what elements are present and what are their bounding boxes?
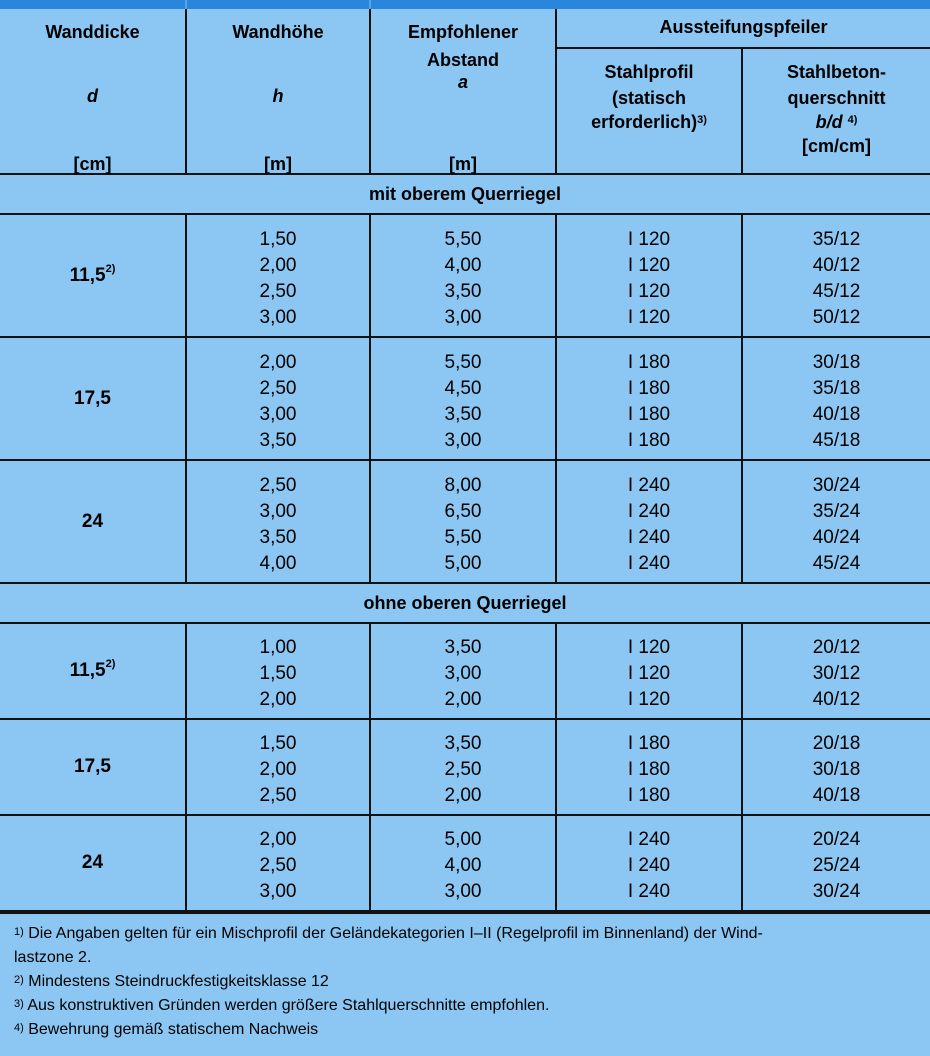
header-stahlbeton-line1: Stahlbeton- xyxy=(787,62,886,82)
cell-wanddicke: 24 xyxy=(0,815,186,911)
table-row xyxy=(0,719,930,815)
cell-bd xyxy=(742,815,930,911)
footnote-ref-3: 3) xyxy=(697,114,707,126)
value-a: 5,50 xyxy=(444,228,482,250)
cell-h xyxy=(186,214,370,337)
value-bd: 20/12 xyxy=(812,637,861,658)
cell-h xyxy=(186,623,370,719)
value-a: 4,00 xyxy=(444,254,482,276)
cell-a xyxy=(370,623,556,719)
value-h: 2,50 xyxy=(259,377,297,399)
value-h: 3,00 xyxy=(259,306,297,328)
value-profil: I 120 xyxy=(627,254,671,276)
cell-a xyxy=(370,214,556,337)
header-wanddicke xyxy=(0,9,186,174)
footnote-mark: 4) xyxy=(14,1022,24,1034)
cell-wanddicke: 11,5$^{2)}$ xyxy=(0,214,186,337)
value-a: 3,00 xyxy=(444,881,482,902)
value-bd: 45/12 xyxy=(812,280,861,302)
value-profil: I 120 xyxy=(627,280,671,302)
section-label: mit oberem Querriegel xyxy=(0,174,930,214)
cell-h xyxy=(186,815,370,911)
value-profil: I 180 xyxy=(627,759,671,780)
header-wandhoehe-title: Wandhöhe xyxy=(232,22,324,42)
value-a: 5,00 xyxy=(444,829,482,850)
value-profil: I 180 xyxy=(627,429,671,451)
value-profil: I 180 xyxy=(627,785,671,806)
footnote-item xyxy=(14,1018,916,1042)
footnote-text: Bewehrung gemäß statischem Nachweis xyxy=(28,1021,319,1038)
header-stahlbeton-symbol: b/d $^{4)}$ xyxy=(815,112,858,132)
cell-bd xyxy=(742,719,930,815)
header-stahlprofil xyxy=(556,48,742,174)
top-strip xyxy=(0,0,930,9)
value-bd: 45/24 xyxy=(812,552,861,574)
footnote-ref-4: 4) xyxy=(847,114,858,126)
header-stahlprofil-line3: erforderlich)$^{3)}$ xyxy=(591,112,707,132)
cell-bd xyxy=(742,214,930,337)
footnote-mark: 2) xyxy=(14,974,24,986)
value-a: 3,50 xyxy=(444,403,482,425)
value-h: 1,50 xyxy=(259,228,297,250)
value-h: 3,00 xyxy=(259,500,297,522)
value-a: 3,00 xyxy=(444,429,482,451)
section-row xyxy=(0,174,930,214)
cell-bd xyxy=(742,337,930,460)
cell-profil xyxy=(556,214,742,337)
cell-bd xyxy=(742,460,930,583)
cell-profil xyxy=(556,460,742,583)
value-profil: I 120 xyxy=(627,306,671,328)
footnote-item xyxy=(14,922,916,946)
table-row xyxy=(0,623,930,719)
value-bd: 45/18 xyxy=(812,429,861,451)
value-a: 5,50 xyxy=(444,526,482,548)
value-profil: I 180 xyxy=(627,351,671,373)
header-aussteifungspfeiler: Aussteifungspfeiler xyxy=(556,9,930,48)
footnote-text: Die Angaben gelten für ein Mischprofil der Geländekategorien I–II (Regelprofil im Binnenland) der Wind- xyxy=(28,925,763,942)
value-a: 2,00 xyxy=(444,689,482,710)
cell-wanddicke: 17,5 xyxy=(0,719,186,815)
section-row xyxy=(0,583,930,623)
header-stahlbeton-unit: [cm/cm] xyxy=(801,136,872,156)
value-a: 3,00 xyxy=(444,663,482,684)
value-a: 3,00 xyxy=(444,306,482,328)
cell-h xyxy=(186,460,370,583)
header-stahlprofil-line2: (statisch xyxy=(611,88,687,108)
value-profil: I 120 xyxy=(627,689,671,710)
value-h: 2,00 xyxy=(259,689,297,710)
value-profil: I 120 xyxy=(627,663,671,684)
value-profil: I 240 xyxy=(627,881,671,902)
value-a: 3,50 xyxy=(444,280,482,302)
value-h: 2,00 xyxy=(259,829,297,850)
value-bd: 40/12 xyxy=(812,689,861,710)
cell-wanddicke: 11,5$^{2)}$ xyxy=(0,623,186,719)
value-bd: 20/24 xyxy=(812,829,861,850)
value-profil: I 240 xyxy=(627,474,671,496)
header-abstand-symbol: a xyxy=(457,72,468,92)
cell-profil xyxy=(556,719,742,815)
cell-a xyxy=(370,337,556,460)
footnote-item xyxy=(14,970,916,994)
value-bd: 30/12 xyxy=(812,663,861,684)
header-stahlprofil-line1: Stahlprofil xyxy=(604,62,694,82)
value-h: 2,50 xyxy=(259,280,297,302)
value-a: 2,00 xyxy=(444,785,482,806)
value-a: 2,50 xyxy=(444,759,482,780)
value-bd: 50/12 xyxy=(812,306,861,328)
header-abstand-unit: [m] xyxy=(449,154,477,174)
header-wandhoehe xyxy=(186,9,370,174)
footnote-mark: 3) xyxy=(14,998,24,1010)
value-profil: I 240 xyxy=(627,855,671,876)
value-h: 3,00 xyxy=(259,403,297,425)
header-wandhoehe-symbol: h xyxy=(272,86,284,106)
footnote-ref-2: 2) xyxy=(105,658,116,670)
value-a: 4,00 xyxy=(444,855,482,876)
value-bd: 25/24 xyxy=(812,855,861,876)
value-bd: 40/12 xyxy=(812,254,861,276)
value-profil: I 240 xyxy=(627,829,671,850)
header-abstand-title-2: Abstand xyxy=(427,50,499,70)
value-profil: I 180 xyxy=(627,377,671,399)
value-h: 2,50 xyxy=(259,785,297,806)
section-label: ohne oberen Querriegel xyxy=(0,583,930,623)
table-row xyxy=(0,815,930,911)
footnote-text: Aus konstruktiven Gründen werden größere Stahlquerschnitte empfohlen. xyxy=(27,997,550,1014)
header-abstand-title-1: Empfohlener xyxy=(407,22,518,42)
value-profil: I 120 xyxy=(627,228,671,250)
header-stahlbeton-line2: querschnitt xyxy=(787,88,886,108)
table-row xyxy=(0,460,930,583)
value-a: 3,50 xyxy=(444,637,482,658)
header-wanddicke-symbol: d xyxy=(87,86,98,106)
cell-h xyxy=(186,719,370,815)
cell-wanddicke: 24 xyxy=(0,460,186,583)
value-a: 5,00 xyxy=(444,552,482,574)
value-h: 1,50 xyxy=(259,733,297,754)
value-h: 1,50 xyxy=(259,663,297,684)
header-row xyxy=(0,9,930,48)
value-profil: I 240 xyxy=(627,500,671,522)
cell-profil xyxy=(556,815,742,911)
value-h: 1,00 xyxy=(259,637,297,658)
value-a: 8,00 xyxy=(444,474,482,496)
value-h: 3,00 xyxy=(259,881,297,902)
value-bd: 30/24 xyxy=(812,881,861,902)
value-profil: I 180 xyxy=(627,733,671,754)
cell-wanddicke: 17,5 xyxy=(0,337,186,460)
cell-a xyxy=(370,815,556,911)
table-container xyxy=(0,9,930,1056)
value-bd: 20/18 xyxy=(812,733,861,754)
value-a: 4,50 xyxy=(444,377,482,399)
cell-a xyxy=(370,460,556,583)
header-stahlbeton xyxy=(742,48,930,174)
value-h: 3,50 xyxy=(259,429,297,451)
header-wanddicke-title: Wanddicke xyxy=(45,22,140,42)
footnotes xyxy=(0,912,930,1056)
value-h: 2,50 xyxy=(259,474,297,496)
value-h: 2,00 xyxy=(259,759,297,780)
cell-h xyxy=(186,337,370,460)
value-bd: 40/18 xyxy=(812,785,861,806)
value-bd: 35/18 xyxy=(812,377,861,399)
wall-stiffening-table xyxy=(0,9,930,912)
footnote-mark: 1) xyxy=(14,926,24,938)
footnote-ref-2: 2) xyxy=(105,262,116,275)
value-profil: I 180 xyxy=(627,403,671,425)
value-bd: 40/18 xyxy=(812,403,861,425)
cell-profil xyxy=(556,337,742,460)
cell-a xyxy=(370,719,556,815)
table-row xyxy=(0,337,930,460)
cell-profil xyxy=(556,623,742,719)
value-profil: I 240 xyxy=(627,526,671,548)
value-bd: 35/12 xyxy=(812,228,861,250)
value-bd: 30/18 xyxy=(812,351,861,373)
value-a: 3,50 xyxy=(444,733,482,754)
value-profil: I 120 xyxy=(627,637,671,658)
table-row xyxy=(0,214,930,337)
value-bd: 30/18 xyxy=(812,759,861,780)
value-h: 4,00 xyxy=(259,552,297,574)
header-abstand xyxy=(370,9,556,174)
value-h: 3,50 xyxy=(259,526,297,548)
header-wandhoehe-unit: [m] xyxy=(264,154,292,174)
value-bd: 35/24 xyxy=(812,500,861,522)
value-h: 2,00 xyxy=(259,254,297,276)
value-a: 5,50 xyxy=(444,351,482,373)
value-profil: I 240 xyxy=(627,552,671,574)
footnote-text: Mindestens Steindruckfestigkeitsklasse 12 xyxy=(28,973,329,990)
value-a: 6,50 xyxy=(444,500,482,522)
value-h: 2,00 xyxy=(259,351,297,373)
value-bd: 30/24 xyxy=(812,474,861,496)
footnote-item xyxy=(14,994,916,1018)
footnote-continuation: lastzone 2. xyxy=(14,949,92,966)
value-h: 2,50 xyxy=(259,855,297,876)
header-wanddicke-unit: [cm] xyxy=(73,154,112,174)
value-bd: 40/24 xyxy=(812,526,861,548)
cell-bd xyxy=(742,623,930,719)
